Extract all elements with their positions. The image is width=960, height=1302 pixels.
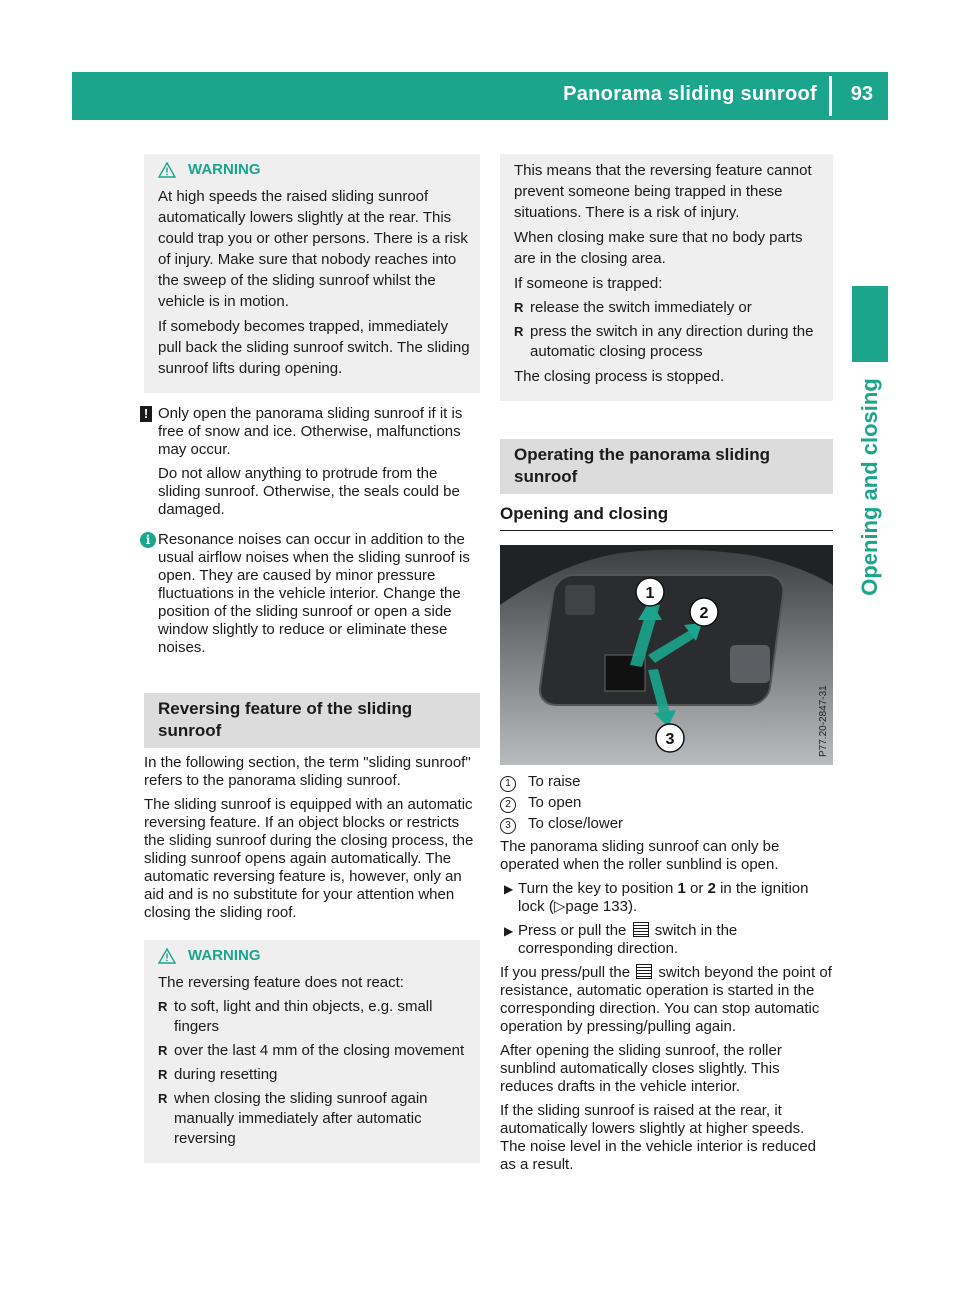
- warning-box: [144, 940, 480, 1163]
- caution-note: [142, 405, 480, 519]
- callout-2: [690, 598, 718, 626]
- header-separator: [829, 76, 832, 116]
- page-number: 93: [850, 83, 873, 105]
- chapter-label: Opening and closing: [857, 378, 882, 596]
- warning-text: When closing make sure that no body parts are in the closing area.: [514, 229, 803, 267]
- body-paragraph: The panorama sliding sunroof can only be operated when the roller sunblind is open.: [500, 838, 780, 873]
- section-heading-reversing: Reversing feature of the sliding sunroof: [144, 693, 480, 748]
- chapter-tab: [852, 286, 888, 362]
- legend-number: 1: [500, 776, 516, 792]
- warning-title: [158, 160, 472, 180]
- warning-label: WARNING: [188, 161, 261, 178]
- cross-reference-arrow-icon: ▷: [553, 898, 566, 915]
- section-heading-operating: Operating the panorama sliding sunroof: [500, 439, 833, 494]
- warning-text: The closing process is stopped.: [514, 368, 725, 385]
- legend-text: To open: [528, 794, 582, 811]
- warning-text: If someone is trapped:: [514, 275, 663, 292]
- info-note: [142, 531, 480, 657]
- legend-item: [500, 813, 833, 834]
- legend-item: [500, 771, 833, 792]
- sunroof-switch-icon: [636, 964, 652, 979]
- switch-panel-image: [500, 545, 833, 765]
- callout-1: [636, 578, 664, 606]
- warning-box: [144, 154, 480, 393]
- warning-triangle-icon: [158, 948, 176, 964]
- step-arrow-icon: ▶: [504, 882, 514, 896]
- instruction-step: ▶ Turn the key to position 1 or 2 in the ignition lock (▷page 133).: [504, 880, 809, 915]
- callout-3-label: 3: [665, 731, 675, 748]
- step-arrow-icon: ▶: [504, 924, 514, 938]
- warning-text: The reversing feature does not react:: [158, 974, 404, 991]
- page-header: [72, 72, 888, 120]
- callout-1-label: 1: [645, 585, 655, 602]
- legend-text: To raise: [528, 773, 581, 790]
- page-reference-link[interactable]: page 133).: [565, 898, 638, 915]
- warning-triangle-icon: [158, 162, 176, 178]
- header-title: Panorama sliding sunroof: [563, 83, 817, 105]
- body-paragraph: After opening the sliding sunroof, the roller sunblind automatically closes slightly. This reduces drafts in the vehicle interior.: [500, 1042, 782, 1095]
- sunroof-switch-photo: [500, 545, 833, 765]
- operating-body: [500, 838, 833, 1174]
- body-paragraph: In the following section, the term "sliding sunroof" refers to the panorama sliding sunroof.: [144, 754, 471, 789]
- legend-item: [500, 792, 833, 813]
- warning-label: WARNING: [188, 947, 261, 964]
- bullet-item: R to soft, light and thin objects, e.g. small fingers: [158, 997, 472, 1037]
- left-column: [144, 154, 480, 1163]
- warning-box-continued: [500, 154, 833, 401]
- callout-2-label: 2: [699, 605, 709, 622]
- image-code: P77.20-2847-31: [818, 685, 829, 757]
- legend-text: To close/lower: [528, 815, 624, 832]
- bullet-item: R when closing the sliding sunroof again manually immediately after automatic reversing: [158, 1089, 472, 1149]
- callout-3: [656, 724, 684, 752]
- exclamation-icon: !: [140, 406, 152, 422]
- warning-title: [158, 946, 472, 966]
- body-paragraph: If the sliding sunroof is raised at the rear, it automatically lowers slightly at higher speeds. The noise level in the vehicle interior is reduced as a result.: [500, 1102, 817, 1173]
- warning-text: If somebody becomes trapped, immediately pull back the sliding sunroof switch. The sliding sunroof lifts during opening.: [158, 318, 470, 377]
- note-text: Do not allow anything to protrude from the sliding sunroof. Otherwise, the seals could be damaged.: [158, 465, 460, 518]
- bullet-item: R release the switch immediately or: [514, 298, 825, 318]
- right-column: [500, 154, 833, 1180]
- instruction-step: ▶ Press or pull the switch in the corresponding direction.: [504, 922, 738, 957]
- info-text: Resonance noises can occur in addition to the usual airflow noises when the sliding sunroof is open. They are caused by minor pressure fluctuations in the vehicle interior. Change the position of the sliding sunroof or open a side window slightly to reduce or eliminate these noises.: [158, 531, 470, 656]
- reversing-body: [144, 754, 480, 922]
- bullet-item: R press the switch in any direction during the automatic closing process: [514, 322, 825, 362]
- sunroof-switch-icon: [633, 922, 649, 937]
- bullet-item: R over the last 4 mm of the closing movement: [158, 1041, 472, 1061]
- warning-text: This means that the reversing feature cannot prevent someone being trapped in these situations. There is a risk of injury.: [514, 162, 812, 221]
- body-paragraph: If you press/pull the switch beyond the point of resistance, automatic operation is started in the corresponding direction. You can stop automatic operation by pressing/pulling again.: [500, 964, 832, 1035]
- subheading-opening-closing: Opening and closing: [500, 504, 833, 531]
- warning-text: At high speeds the raised sliding sunroof automatically lowers slightly at the rear. This could trap you or other persons. There is a risk of injury. Make sure that nobody reaches into the sweep of the sliding sunroof whilst the vehicle is in motion.: [158, 188, 468, 310]
- bullet-item: R during resetting: [158, 1065, 472, 1085]
- note-text: Only open the panorama sliding sunroof if it is free of snow and ice. Otherwise, malfunctions may occur.: [158, 405, 463, 458]
- legend-number: 3: [500, 818, 516, 834]
- info-icon: i: [140, 532, 156, 548]
- legend-number: 2: [500, 797, 516, 813]
- body-paragraph: The sliding sunroof is equipped with an automatic reversing feature. If an object blocks or restricts the sliding sunroof during the closing process, the sliding sunroof opens again automatically. The automatic reversing feature is, however, only an aid and is no substitute for your attention when closing the sliding roof.: [144, 796, 474, 921]
